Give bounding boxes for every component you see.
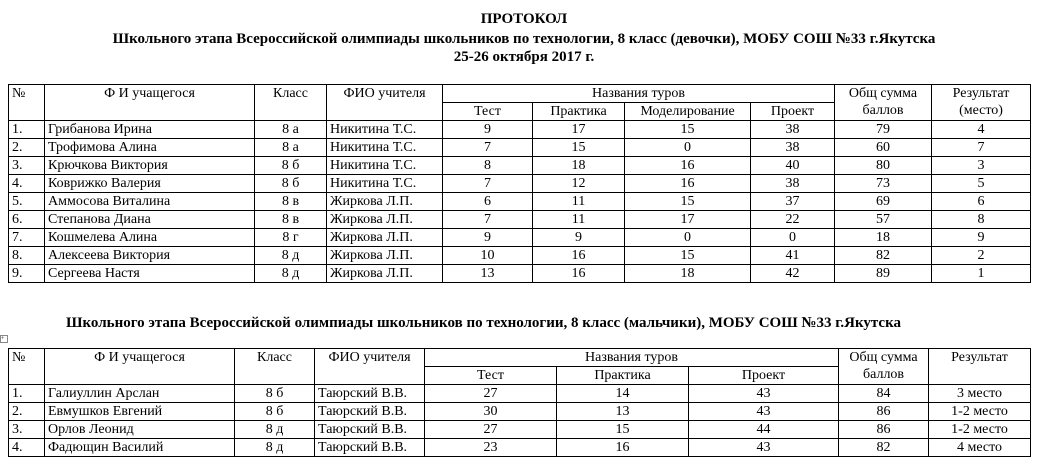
- cell-test: 8: [443, 157, 533, 175]
- cell-name: Степанова Диана: [45, 211, 255, 229]
- cell-project: 40: [751, 157, 835, 175]
- table-row: [9, 211, 1031, 229]
- cell-total: 57: [835, 211, 932, 229]
- total-header-line2: баллов: [862, 103, 904, 118]
- table-row: [9, 265, 1031, 283]
- cell-total: 82: [839, 439, 929, 457]
- cell-practice: 11: [533, 193, 625, 211]
- girls-table-body: [9, 121, 1031, 283]
- col-tours-header: Названия туров: [425, 349, 839, 367]
- cell-project: 37: [751, 193, 835, 211]
- cell-teacher: Никитина Т.С.: [327, 157, 443, 175]
- cell-num: 1.: [9, 385, 45, 403]
- cell-class: 8 д: [255, 265, 327, 283]
- result-header-line1: Результат: [952, 86, 1010, 101]
- cell-modeling: 16: [625, 175, 751, 193]
- cell-class: 8 б: [235, 403, 315, 421]
- cell-teacher: Жиркова Л.П.: [327, 265, 443, 283]
- cell-name: Галиуллин Арслан: [45, 385, 235, 403]
- cell-practice: 18: [533, 157, 625, 175]
- cell-practice: 15: [557, 421, 689, 439]
- cell-result: 9: [932, 229, 1031, 247]
- cell-practice: 12: [533, 175, 625, 193]
- cell-total: 86: [839, 403, 929, 421]
- cell-name: Алексеева Виктория: [45, 247, 255, 265]
- cell-result: 8: [932, 211, 1031, 229]
- boys-table-body: [9, 385, 1031, 457]
- cell-class: 8 б: [235, 385, 315, 403]
- cell-test: 30: [425, 403, 557, 421]
- cell-num: 2.: [9, 403, 45, 421]
- cell-name: Орлов Леонид: [45, 421, 235, 439]
- cell-practice: 17: [533, 121, 625, 139]
- protocol-title: ПРОТОКОЛ: [480, 11, 568, 27]
- cell-teacher: Таюрский В.В.: [315, 439, 425, 457]
- table-row: [9, 175, 1031, 193]
- col-class-header: Класс: [255, 85, 327, 121]
- cell-project: 42: [751, 265, 835, 283]
- cell-name: Крючкова Виктория: [45, 157, 255, 175]
- col-result-header: Результат: [929, 349, 1031, 385]
- cell-test: 27: [425, 421, 557, 439]
- cell-test: 10: [443, 247, 533, 265]
- cell-project: 43: [689, 385, 839, 403]
- col-teacher-header: ФИО учителя: [327, 85, 443, 121]
- cell-practice: 9: [533, 229, 625, 247]
- cell-modeling: 17: [625, 211, 751, 229]
- cell-num: 3.: [9, 421, 45, 439]
- table-row: [9, 439, 1031, 457]
- cell-modeling: 15: [625, 247, 751, 265]
- cell-name: Сергеева Настя: [45, 265, 255, 283]
- col-total-header: [839, 349, 929, 385]
- cell-practice: 16: [533, 265, 625, 283]
- girls-results-table: [8, 84, 1031, 283]
- cell-total: 89: [835, 265, 932, 283]
- cell-class: 8 д: [255, 247, 327, 265]
- col-name-header: Ф И учащегося: [45, 85, 255, 121]
- cell-result: 2: [932, 247, 1031, 265]
- cell-project: 38: [751, 175, 835, 193]
- cell-project: 0: [751, 229, 835, 247]
- cell-num: 4.: [9, 439, 45, 457]
- cell-practice: 15: [533, 139, 625, 157]
- table-row: [9, 421, 1031, 439]
- total-header-line1: Общ сумма: [849, 350, 918, 365]
- cell-name: Трофимова Алина: [45, 139, 255, 157]
- cell-name: Аммосова Виталина: [45, 193, 255, 211]
- cell-teacher: Жиркова Л.П.: [327, 247, 443, 265]
- table-row: [9, 229, 1031, 247]
- cell-test: 9: [443, 229, 533, 247]
- col-test-header: Тест: [425, 367, 557, 385]
- cell-result: 1-2 место: [929, 421, 1031, 439]
- cell-total: 73: [835, 175, 932, 193]
- cell-teacher: Жиркова Л.П.: [327, 193, 443, 211]
- table-row: [9, 121, 1031, 139]
- cell-test: 9: [443, 121, 533, 139]
- cell-num: 7.: [9, 229, 45, 247]
- cell-name: Кошмелева Алина: [45, 229, 255, 247]
- cell-test: 7: [443, 139, 533, 157]
- cell-result: 5: [932, 175, 1031, 193]
- cell-class: 8 д: [235, 421, 315, 439]
- col-tours-header: Названия туров: [443, 85, 835, 103]
- cell-test: 13: [443, 265, 533, 283]
- table-header-row: [9, 85, 1031, 103]
- cell-teacher: Жиркова Л.П.: [327, 211, 443, 229]
- cell-modeling: 16: [625, 157, 751, 175]
- cell-test: 7: [443, 211, 533, 229]
- cell-num: 8.: [9, 247, 45, 265]
- cell-modeling: 0: [625, 139, 751, 157]
- cell-total: 60: [835, 139, 932, 157]
- cell-teacher: Таюрский В.В.: [315, 421, 425, 439]
- cell-project: 41: [751, 247, 835, 265]
- cell-class: 8 в: [255, 193, 327, 211]
- total-header-line2: баллов: [863, 367, 905, 382]
- cell-modeling: 15: [625, 121, 751, 139]
- cell-class: 8 г: [255, 229, 327, 247]
- cell-result: 6: [932, 193, 1031, 211]
- cell-num: 4.: [9, 175, 45, 193]
- cell-num: 9.: [9, 265, 45, 283]
- cell-test: 6: [443, 193, 533, 211]
- col-class-header: Класс: [235, 349, 315, 385]
- col-practice-header: Практика: [557, 367, 689, 385]
- cell-total: 80: [835, 157, 932, 175]
- col-name-header: Ф И учащегося: [45, 349, 235, 385]
- cell-class: 8 а: [255, 121, 327, 139]
- table-row: [9, 385, 1031, 403]
- cell-total: 86: [839, 421, 929, 439]
- cell-project: 38: [751, 121, 835, 139]
- table-row: [9, 403, 1031, 421]
- cell-teacher: Таюрский В.В.: [315, 403, 425, 421]
- cell-teacher: Жиркова Л.П.: [327, 229, 443, 247]
- col-test-header: Тест: [443, 103, 533, 121]
- col-total-header: [835, 85, 932, 121]
- col-result-header: [932, 85, 1031, 121]
- cell-modeling: 18: [625, 265, 751, 283]
- cell-total: 18: [835, 229, 932, 247]
- col-modeling-header: Моделирование: [625, 103, 751, 121]
- cell-result: 4: [932, 121, 1031, 139]
- col-num-header: №: [9, 85, 45, 121]
- table-row: [9, 247, 1031, 265]
- boys-results-table: [8, 348, 1031, 457]
- table-anchor-icon: +: [0, 335, 8, 343]
- col-practice-header: Практика: [533, 103, 625, 121]
- table-header-row: [9, 349, 1031, 367]
- table-row: [9, 193, 1031, 211]
- cell-project: 44: [689, 421, 839, 439]
- cell-modeling: 15: [625, 193, 751, 211]
- cell-result: 4 место: [929, 439, 1031, 457]
- cell-num: 6.: [9, 211, 45, 229]
- cell-name: Евмушков Евгений: [45, 403, 235, 421]
- cell-num: 2.: [9, 139, 45, 157]
- cell-num: 5.: [9, 193, 45, 211]
- cell-teacher: Никитина Т.С.: [327, 175, 443, 193]
- result-header-line2: (место): [959, 103, 1003, 118]
- cell-num: 3.: [9, 157, 45, 175]
- cell-class: 8 а: [255, 139, 327, 157]
- cell-name: Фадющин Василий: [45, 439, 235, 457]
- cell-class: 8 в: [255, 211, 327, 229]
- cell-test: 23: [425, 439, 557, 457]
- cell-name: Грибанова Ирина: [45, 121, 255, 139]
- cell-teacher: Никитина Т.С.: [327, 121, 443, 139]
- cell-name: Коврижко Валерия: [45, 175, 255, 193]
- cell-result: 3: [932, 157, 1031, 175]
- cell-test: 7: [443, 175, 533, 193]
- cell-class: 8 д: [235, 439, 315, 457]
- section2-title: Школьного этапа Всероссийской олимпиады школьников по технологии, 8 класс (мальчики), МОБУ СОШ №33 г.Якутска: [66, 315, 901, 331]
- cell-class: 8 б: [255, 175, 327, 193]
- col-teacher-header: ФИО учителя: [315, 349, 425, 385]
- cell-project: 22: [751, 211, 835, 229]
- cell-project: 43: [689, 403, 839, 421]
- cell-practice: 16: [533, 247, 625, 265]
- protocol-subtitle: Школьного этапа Всероссийской олимпиады школьников по технологии, 8 класс (девочки), МОБУ СОШ №33 г.Якутска: [112, 31, 936, 47]
- table-row: [9, 157, 1031, 175]
- cell-test: 27: [425, 385, 557, 403]
- cell-num: 1.: [9, 121, 45, 139]
- cell-teacher: Никитина Т.С.: [327, 139, 443, 157]
- cell-practice: 16: [557, 439, 689, 457]
- col-project-header: Проект: [689, 367, 839, 385]
- cell-total: 69: [835, 193, 932, 211]
- col-project-header: Проект: [751, 103, 835, 121]
- cell-project: 43: [689, 439, 839, 457]
- cell-result: 3 место: [929, 385, 1031, 403]
- cell-practice: 11: [533, 211, 625, 229]
- cell-modeling: 0: [625, 229, 751, 247]
- cell-result: 1-2 место: [929, 403, 1031, 421]
- cell-result: 1: [932, 265, 1031, 283]
- cell-project: 38: [751, 139, 835, 157]
- cell-teacher: Таюрский В.В.: [315, 385, 425, 403]
- cell-class: 8 б: [255, 157, 327, 175]
- cell-result: 7: [932, 139, 1031, 157]
- col-num-header: №: [9, 349, 45, 385]
- cell-total: 84: [839, 385, 929, 403]
- cell-practice: 14: [557, 385, 689, 403]
- cell-total: 79: [835, 121, 932, 139]
- cell-practice: 13: [557, 403, 689, 421]
- protocol-date: 25-26 октября 2017 г.: [453, 49, 595, 65]
- cell-total: 82: [835, 247, 932, 265]
- total-header-line1: Общ сумма: [848, 86, 918, 101]
- table-row: [9, 139, 1031, 157]
